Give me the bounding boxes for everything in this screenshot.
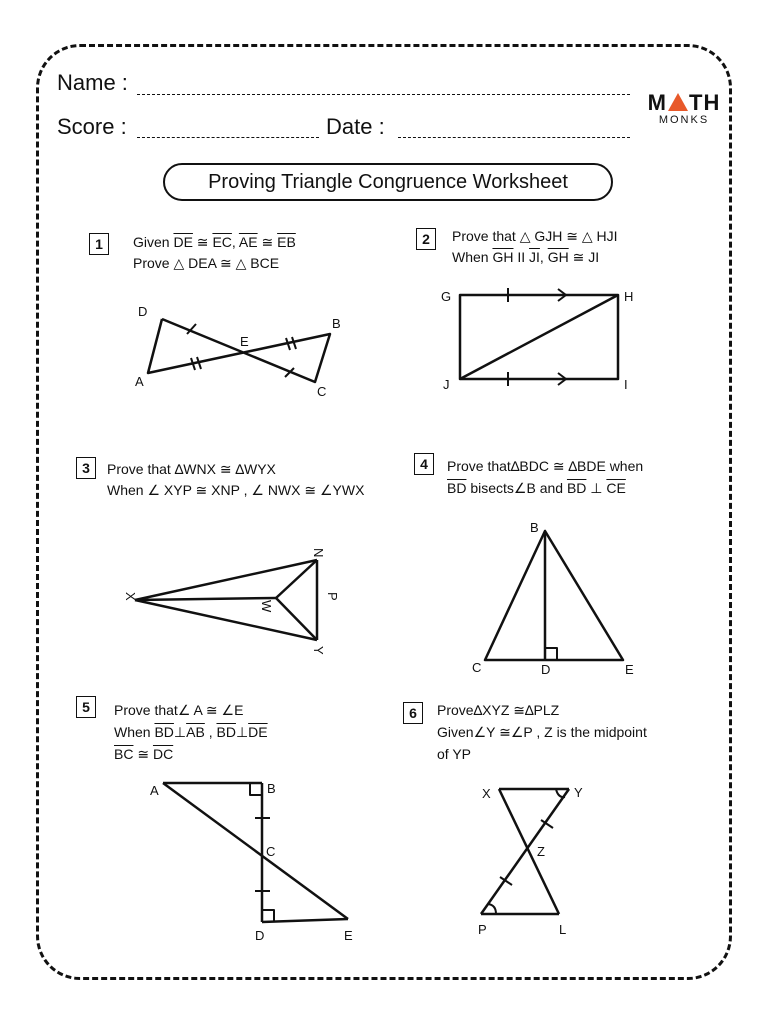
figure-5-z-shape: [150, 781, 353, 943]
problem-4-given: $\overline{BD}$ bisects∠B and $\overline{BD}$ ⊥ $\overline{CE}$: [447, 480, 626, 496]
fig4-label-b: B: [530, 520, 539, 535]
fig6-label-p: P: [478, 922, 487, 937]
fig5-label-a: A: [150, 783, 159, 798]
problem-4-number: 4: [414, 453, 434, 475]
problem-1-prove: Prove △ DEA ≅ △ BCE: [133, 255, 280, 271]
problem-4-prove: Prove that∆BDC ≅ ∆BDE when: [447, 458, 644, 474]
fig3-label-n: N: [311, 548, 326, 558]
problem-6-given: Given∠Y ≅∠P , Z is the midpoint: [437, 724, 647, 740]
problem-6-prove: Prove∆XYZ ≅∆PLZ: [437, 702, 560, 718]
fig2-label-h: H: [624, 289, 634, 304]
fig4-label-e: E: [625, 662, 634, 677]
figure-4-triangle: [472, 520, 634, 677]
figure-3-kite: [123, 548, 340, 655]
problem-5-number: 5: [76, 696, 96, 718]
problem-3-given: When ∠ XYP ≅ XNP , ∠ NWX ≅ ∠YWX: [107, 482, 365, 498]
fig1-label-b: B: [332, 316, 341, 331]
problem-1-number: 1: [89, 233, 109, 255]
fig6-label-z: Z: [537, 844, 545, 859]
fig4-label-c: C: [472, 660, 482, 675]
fig1-label-e: E: [240, 334, 249, 349]
name-label: Name :: [57, 70, 128, 95]
fig5-label-e: E: [344, 928, 353, 943]
fig1-label-c: C: [317, 384, 327, 399]
logo-th: TH: [689, 90, 721, 115]
fig1-label-a: A: [135, 374, 144, 389]
fig3-label-p: P: [325, 592, 340, 601]
problem-5-given-2: $\overline{BC}$ ≅ $\overline{DC}$: [114, 746, 174, 762]
figure-2-rectangle: [441, 288, 633, 392]
problem-1-given: Given $\overline{DE}$ ≅ $\overline{EC}$, $\overline{AE}$ ≅ $\overline{EB}$: [133, 234, 296, 250]
fig2-label-g: G: [441, 289, 452, 304]
fig3-label-x: X: [123, 592, 138, 601]
fig5-label-b: B: [267, 781, 276, 796]
fig2-label-i: I: [624, 377, 628, 392]
problem-3-prove: Prove that ∆WNX ≅ ∆WYX: [107, 461, 276, 477]
logo-m: M: [647, 90, 667, 115]
fig5-label-c: C: [266, 844, 276, 859]
fig6-label-y: Y: [574, 785, 583, 800]
page-title: Proving Triangle Congruence Worksheet: [163, 163, 613, 201]
date-label: Date :: [326, 114, 385, 139]
problem-6-number: 6: [403, 702, 423, 724]
fig3-label-w: W: [259, 600, 274, 613]
problem-2-prove: Prove that △ GJH ≅ △ HJI: [452, 228, 618, 244]
figure-6-hourglass: [478, 785, 583, 937]
problem-6-given-2: of YP: [437, 746, 471, 762]
problem-2-number: 2: [416, 228, 436, 250]
problem-3-number: 3: [76, 457, 96, 479]
fig2-label-j: J: [443, 377, 450, 392]
logo-monks: MONKS: [658, 114, 710, 126]
fig5-label-d: D: [255, 928, 265, 943]
problem-2-given: When $\overline{GH}$ II $\overline{JI}$, $\overline{GH}$ ≅ JI: [452, 249, 600, 265]
figure-1-bowtie: [135, 304, 341, 399]
fig3-label-y: Y: [311, 646, 326, 655]
problem-5-prove: Prove that∠ A ≅ ∠E: [114, 702, 244, 718]
fig1-label-d: D: [138, 304, 148, 319]
fig6-label-x: X: [482, 786, 491, 801]
problem-5-given: When $\overline{BD}\perp\overline{AB}$ , $\overline{BD}\perp\overline{DE}$: [114, 724, 268, 740]
fig6-label-l: L: [559, 922, 567, 937]
fig4-label-d: D: [541, 662, 551, 677]
score-label: Score :: [57, 114, 127, 139]
